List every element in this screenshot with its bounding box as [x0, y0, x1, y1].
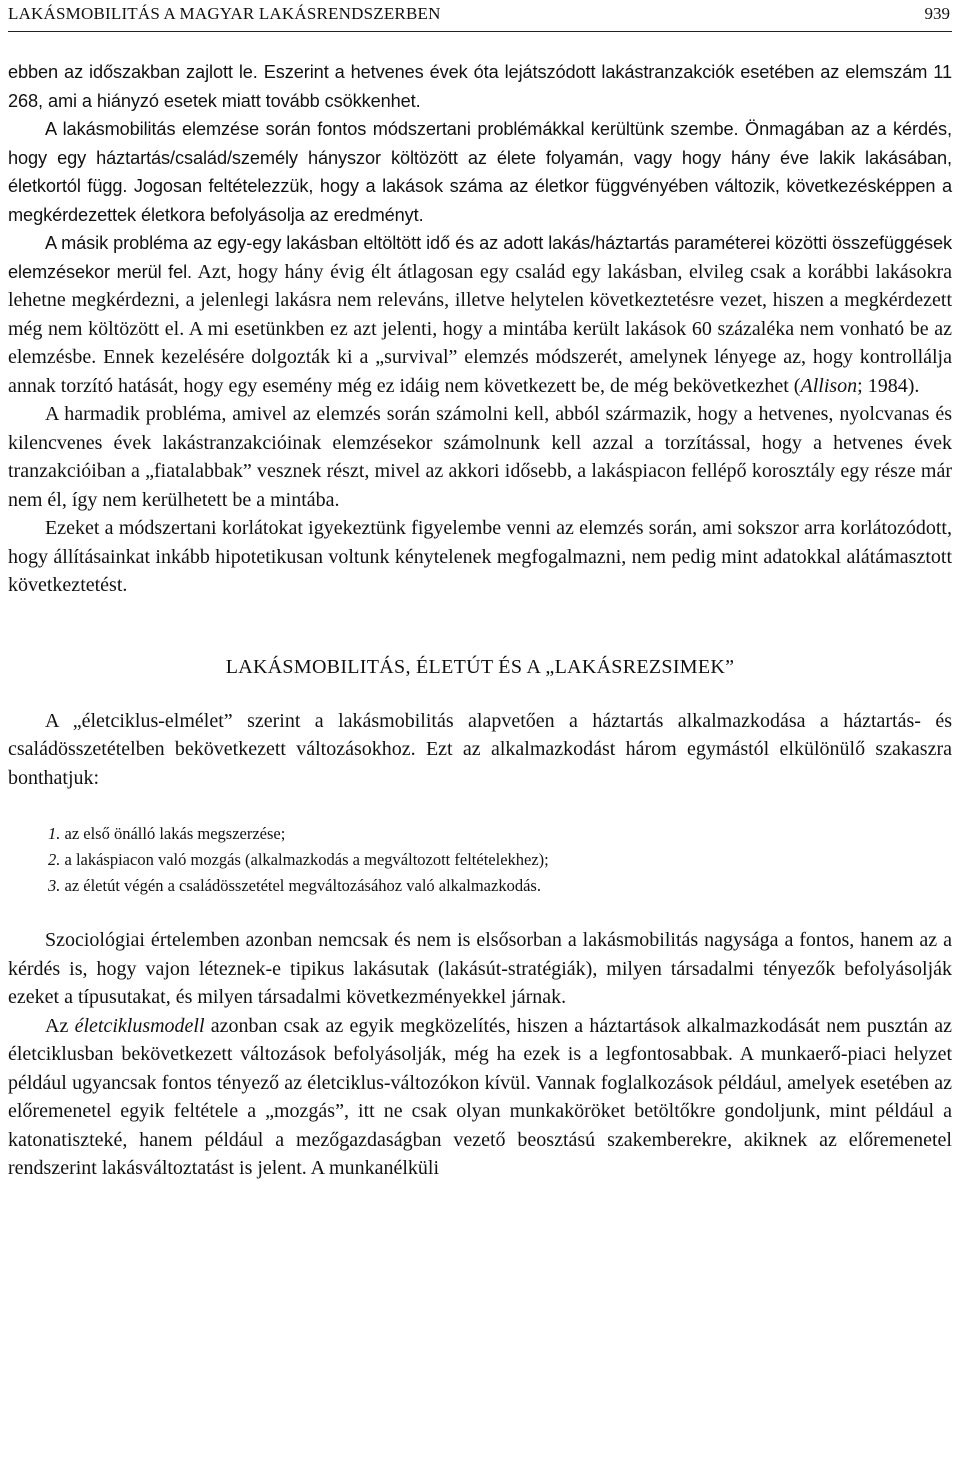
list-text: a lakáspiacon való mozgás (alkalmazkodás a megváltozott feltételekhez);	[60, 850, 549, 869]
stage-list	[8, 792, 952, 926]
paragraph: Szociológiai értelemben azonban nemcsak és nem is elsősorban a lakásmobilitás nagysága a fontos, hanem az a kérdés is, hogy vajon léteznek-e tipikus lakásutak (lakásút-stratégiák), milyen társadalmi tényezők befolyásolják ezeket a típusutakat, és milyen társadalmi következményekkel járnak.	[8, 929, 952, 1008]
paragraph: A „életciklus-elmélet” szerint a lakásmobilitás alapvetően a háztartás alkalmazkodása a háztartás- és családösszetételben bekövetkezett változásokhoz. Ezt az alkalmazkodást három egymástól elkülönülő szakaszra bonthatjuk:	[8, 709, 952, 789]
citation-author: Allison	[800, 374, 858, 397]
paragraph-part: azonban csak az egyik megközelítés, hiszen a háztartások alkalmazkodását nem pusztán az életciklusban bekövetkezett változások befolyásolják, még ha ezek is a legfontosabbak. A munkaerő-piaci helyzet például ugyancsak fontos tényező az életciklus-változókon kívül. Vannak foglalkozások például, amelyek esetében az előremenetel egyik feltétele a „mozgás”, itt ne csak olyan munkaköröket betöltőkre gondoljunk, mint például a katonatiszteké, hanem például a mezőgazdaságban vezető beosztású szakemberekre, akiknek az előremenetel rendszerint lakásváltoztatást is jelent. A munkanélküli	[8, 1014, 952, 1179]
paragraph-part: Az	[45, 1014, 75, 1037]
list-number: 3.	[48, 876, 61, 895]
paragraph	[8, 1012, 952, 1183]
section-heading: LAKÁSMOBILITÁS, ÉLETÚT ÉS A „LAKÁSREZSIMEK”	[225, 655, 735, 678]
running-title: LAKÁSMOBILITÁS A MAGYAR LAKÁSRENDSZERBEN	[8, 4, 441, 23]
page-number: 939	[924, 4, 950, 23]
list-item	[48, 821, 952, 847]
list-text: az első önálló lakás megszerzése;	[60, 824, 286, 843]
running-header	[8, 0, 952, 32]
paragraph-part: A másik probléma az egy-egy lakásban eltöltött idő és az adott lakás/háztartás paraméterei közötti összefüggések elemzésekor merül fel.	[8, 233, 952, 282]
paragraph-part: ; 1984).	[857, 374, 920, 397]
list-item	[48, 847, 952, 873]
paragraph	[8, 229, 952, 400]
list-number: 2.	[48, 850, 61, 869]
list-item	[48, 873, 952, 899]
emphasized-term: életciklusmodell	[74, 1014, 205, 1037]
paragraph: A harmadik probléma, amivel az elemzés során számolni kell, abból származik, hogy a hetvenes, nyolcvanas és kilencvenes évek lakástranzakcióinak elemzésekor számolnunk kell azzal a torzítással, hogy a hetvenes évek tranzakcióiban a „fiatalabbak” vesznek részt, mivel az akkori idősebb, a lakáspiacon fellépő korosztály egy része már nem él, így nem kerülhetett be a mintába.	[8, 403, 952, 511]
paragraph: A lakásmobilitás elemzése során fontos módszertani problémákkal kerültünk szembe. Önmagában az a kérdés, hogy egy háztartás/család/személy hányszor költözött az élete folyamán, vagy hogy hány éve lakik lakásában, életkortól függ. Jogosan feltételezzük, hogy a lakások száma az életkor függvényében változik, következésképpen a megkérdezettek életkora befolyásolja az eredményt.	[8, 119, 952, 225]
paragraph: Ezeket a módszertani korlátokat igyekeztünk figyelembe venni az elemzés során, ami sokszor arra korlátozódott, hogy állításainkat inkább hipotetikusan voltunk kénytelenek megfogalmazni, nem pedig mint adatokkal alátámasztott következtetést.	[8, 517, 952, 596]
paragraph: ebben az időszakban zajlott le. Eszerint a hetvenes évek óta lejátszódott lakástranzakciók esetében az elemszám 11 268, ami a hiányzó esetek miatt tovább csökkenhet.	[8, 62, 952, 111]
paragraph-part: Azt, hogy hány évig élt átlagosan egy család egy lakásban, elvileg csak a korábbi lakásokra lehetne megkérdezni, a jelenlegi lakásra nem releváns, illetve helytelen következtetésre vezet, hiszen a megkérdezett még nem költözött el. A mi esetünkben ez azt jelenti, hogy a mintába került lakások 60 százaléka nem vonható be az elemzésbe. Ennek kezelésére dolgozták ki a „survival” elemzés módszerét, amelynek lényege az, hogy kontrollálja annak torzító hatását, hogy egy esemény még ez idáig nem következett be, de még bekövetkezhet (	[8, 260, 953, 397]
list-text: az életút végén a családösszetétel megváltozásához való alkalmazkodás.	[60, 876, 541, 895]
list-number: 1.	[48, 824, 61, 843]
article-body	[8, 58, 952, 1183]
